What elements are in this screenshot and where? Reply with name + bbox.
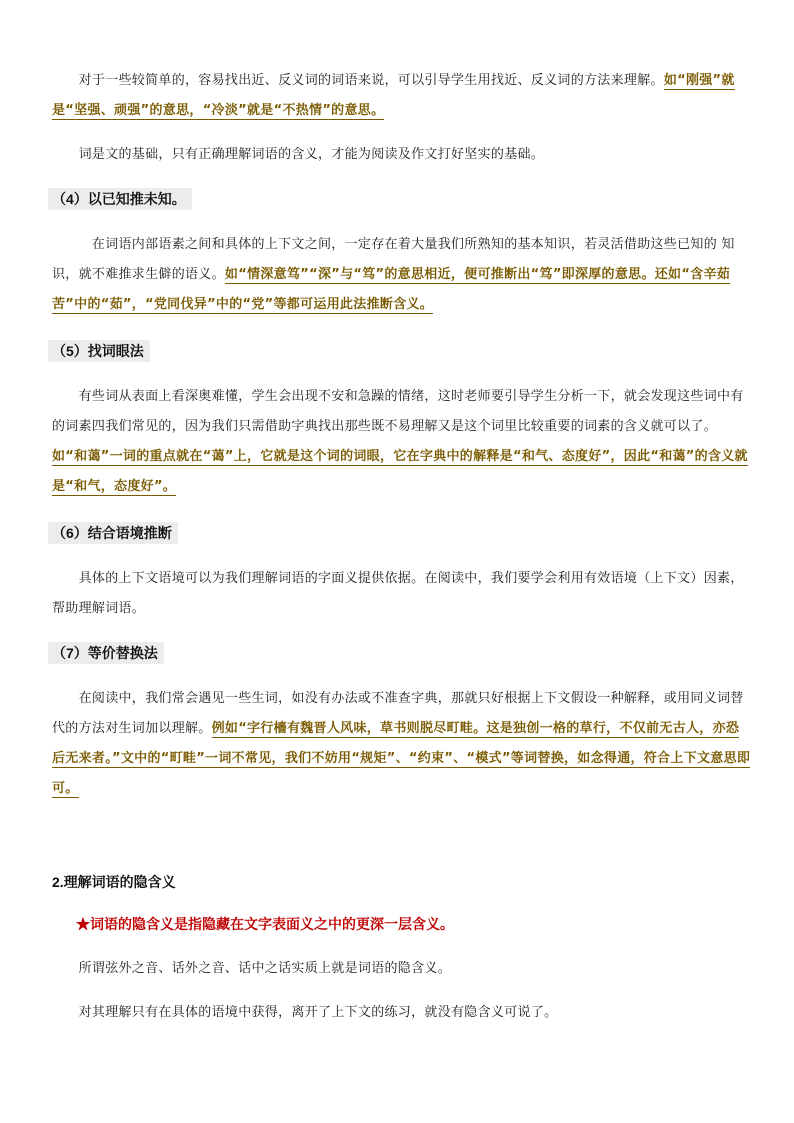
paragraph-text: 词是文的基础，只有正确理解词语的含义，才能为阅读及作文打好坚实的基础。 <box>52 147 545 162</box>
paragraph-overtone <box>52 954 752 984</box>
paragraph-text: 有些词从表面上看深奥难懂，学生会出现不安和急躁的情绪，这时老师要引导学生分析一下，就会发现这些词中有的词素四我们常见的，因为我们只需借助字典找出那些既不易理解又是这个词里比较重要的词素的含义就可以了。 <box>52 389 744 434</box>
paragraph-word-eye-method <box>52 382 752 502</box>
paragraph-text: 所谓弦外之音、话外之音、话中之话实质上就是词语的隐含义。 <box>52 961 452 976</box>
paragraph-text: 对于一些较简单的，容易找出近、反义词的词语来说，可以引导学生用找近、反义词的方法来理解。 <box>52 73 664 88</box>
highlighted-example: 如“刚强”就是“坚强、顽强”的意思，“冷淡”就是“不热情”的意思。 <box>52 73 735 118</box>
paragraph-context-required <box>52 998 752 1028</box>
paragraph-text: 具体的上下文语境可以为我们理解词语的字面义提供依据。在阅读中，我们要学会利用有效语境（上下文）因素，帮助理解词语。 <box>52 571 744 616</box>
heading-known-to-unknown: （4）以已知推未知。 <box>48 188 192 210</box>
paragraph-word-foundation <box>52 140 752 170</box>
section-title-implied-meaning: 2.理解词语的隐含义 <box>52 874 176 890</box>
highlighted-example: 例如“字行檣有魏晋人风味，草书则脱尽町畦。这是独创一格的草行，不仅前无古人，亦恐后无来者。”文中的“町畦”一词不常见，我们不妨用“规矩”、“约束”、“模式”等词替换，如念得通，符合上下文意思即可。 <box>52 721 751 796</box>
paragraph-text: 在词语内部语素之间和具体的上下文之间，一定存在着大量我们所熟知的基本知识，若灵活借助这些已知的 知识，就不难推求生僻的语义。 <box>52 237 735 282</box>
paragraph-text: 在阅读中，我们常会遇见一些生词，如没有办法或不准查字典，那就只好根据上下文假设一种解释，或用同义词替代的方法对生词加以理解。 <box>52 691 744 736</box>
heading-word-eye-method: （5）找词眼法 <box>48 340 150 362</box>
heading-context-inference: （6）结合语境推断 <box>48 522 178 544</box>
key-point-star-line: ★词语的隐含义是指隐藏在文字表面义之中的更深一层含义。 <box>76 916 454 932</box>
paragraph-equivalent-substitution <box>52 684 752 804</box>
highlighted-example: 如“和蔼”一词的重点就在“蔼”上，它就是这个词的词眼，它在字典中的解释是“和气、态度好”，因此“和蔼”的含义就是“和气，态度好”。 <box>52 449 748 494</box>
paragraph-context-inference <box>52 564 752 624</box>
paragraph-text: 对其理解只有在具体的语境中获得，离开了上下文的练习，就没有隐含义可说了。 <box>52 1005 558 1020</box>
paragraph-antonym-method <box>52 66 752 126</box>
highlighted-example: 如“情深意笃”“深”与“笃”的意思相近，便可推断出“笃”即深厚的意思。还如“含辛茹苦”中的“茹”，“党同伐异”中的“党”等都可运用此法推断含义。 <box>52 267 731 312</box>
heading-equivalent-substitution: （7）等价替换法 <box>48 642 164 664</box>
paragraph-known-to-unknown <box>52 230 752 320</box>
